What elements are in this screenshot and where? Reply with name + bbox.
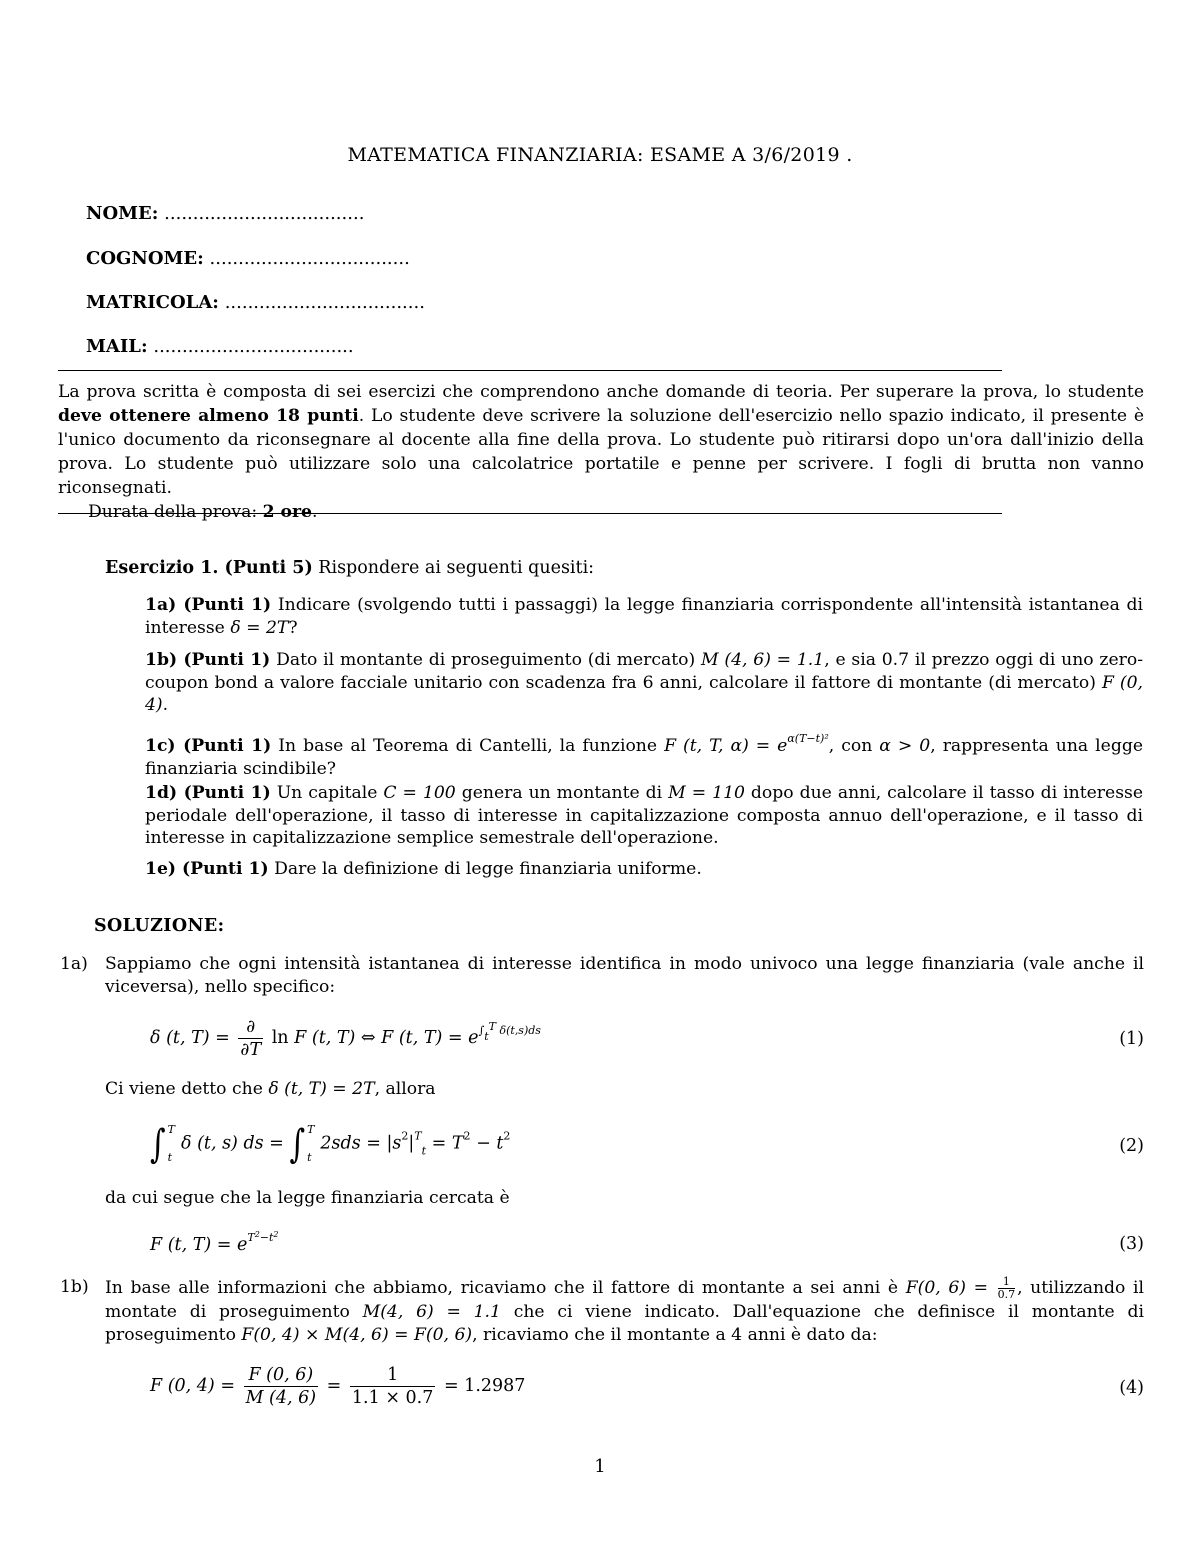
question-1b-end: .	[162, 695, 169, 715]
given-prefix: Ci viene detto che	[105, 1079, 269, 1099]
eq2-minus-t: − t	[470, 1133, 504, 1154]
field-mail-label: MAIL:	[86, 336, 148, 357]
question-1c-text2: , con	[828, 736, 880, 756]
eq3-exponent: T2−t2	[247, 1230, 279, 1244]
question-1a-text: Indicare (svolgendo tutti i passaggi) la legge finanziaria corrispondente all'intensità istantanea di interesse	[145, 595, 1143, 638]
solution-1a	[60, 953, 1144, 999]
instructions-text-rest: . Lo studente deve scrivere la soluzione dell'esercizio nello spazio indicato, il presente è l'unico documento da riconsegnare al docente alla fine della prova. Lo studente può ritirarsi dopo un'ora dall'inizio della prova. Lo studente può utilizzare solo una calcolatrice portatile e penne per scrivere. I fogli di brutta non vanno riconsegnati.	[58, 406, 1145, 498]
equation-3-number: (3)	[1119, 1234, 1144, 1254]
field-cognome-label: COGNOME:	[86, 248, 204, 269]
question-1a-math: δ = 2T	[230, 617, 289, 638]
solution-1a-label: 1a)	[60, 954, 88, 974]
eq2-integrand-2: 2sds = |s	[320, 1133, 402, 1154]
eq2-upper: T	[414, 1129, 422, 1143]
eq2-limits: T t	[167, 1123, 175, 1164]
solution-1b-math3: F(0, 4) × M(4, 6) = F(0, 6)	[241, 1325, 473, 1345]
solution-1b-label: 1b)	[60, 1277, 89, 1297]
field-mail	[86, 336, 354, 357]
eq1-f: F (t, T) ⇔ F (t, T) = e	[294, 1028, 479, 1048]
eq2-result-sq: 2	[463, 1129, 471, 1143]
field-nome-label: NOME:	[86, 203, 159, 224]
solution-1b-fraction	[998, 1276, 1016, 1301]
duration-paragraph	[58, 500, 1144, 524]
question-1d	[145, 782, 1143, 850]
duration-label: Durata della prova:	[88, 502, 263, 522]
equation-3	[150, 1230, 279, 1255]
duration-value: 2 ore	[262, 502, 312, 522]
eq2-limits-2: T t	[307, 1123, 315, 1164]
equation-4	[150, 1364, 525, 1409]
follows-line	[60, 1187, 1144, 1210]
field-cognome-dots: ...................................	[209, 248, 410, 269]
equation-2-number: (2)	[1119, 1136, 1144, 1156]
question-1b-math2: F (0, 4)	[145, 672, 1143, 715]
eq2-lower: t	[421, 1144, 427, 1158]
question-1c-text: In base al Teorema di Cantelli, la funzione	[271, 736, 665, 756]
question-1c-exponent: α(T−t)²	[787, 732, 829, 745]
question-1b-text2: , e sia 0.7 il prezzo oggi di uno zero-coupon bond a valore facciale unitario con scadenza fra 6 anni, calcolare il fattore di montante (di mercato)	[145, 650, 1144, 693]
question-1c-end: , rappresenta una legge finanziaria scindibile?	[145, 736, 1144, 779]
divider-bottom	[58, 513, 1002, 514]
instructions-paragraph	[58, 380, 1144, 500]
question-1b-text: Dato il montante di proseguimento (di mercato)	[270, 650, 701, 670]
eq1-derivative	[238, 1016, 263, 1061]
given-suffix: , allora	[374, 1079, 436, 1099]
field-nome-dots: ...................................	[164, 203, 365, 224]
question-1a-label: 1a) (Punti 1)	[145, 595, 272, 615]
question-1a	[145, 594, 1143, 639]
eq2-square: 2	[401, 1129, 409, 1143]
question-1d-text2: genera un montante di	[455, 783, 669, 803]
question-1c-label: 1c) (Punti 1)	[145, 736, 272, 756]
exam-title: MATEMATICA FINANZIARIA: ESAME A 3/6/2019 .	[347, 144, 853, 166]
solution-1b	[60, 1276, 1144, 1347]
eq2-integral-sign-2: ∫	[289, 1121, 306, 1167]
field-cognome	[86, 248, 410, 269]
eq4-den-1: M (4, 6)	[245, 1388, 317, 1408]
solution-heading: SOLUZIONE:	[94, 916, 225, 936]
given-line	[60, 1078, 1144, 1101]
question-1a-end: ?	[288, 617, 298, 638]
solution-1b-math1: F(0, 6) =	[905, 1278, 988, 1298]
question-1b-label: 1b) (Punti 1)	[145, 650, 271, 670]
solution-1b-frac-num: 1	[998, 1276, 1016, 1289]
given-math: δ (t, T) = 2T	[268, 1079, 375, 1099]
equation-2	[150, 1116, 510, 1172]
exercise-instruction: Rispondere ai seguenti quesiti:	[312, 558, 595, 578]
eq4-result: = 1.2987	[443, 1376, 526, 1396]
eq1-lhs: δ (t, T) =	[150, 1028, 230, 1048]
question-1d-end: dopo due anni, calcolare il tasso di interesse periodale dell'operazione, il tasso di interesse in capitalizzazione composta annuo dell'operazione, e il tasso di interesse in capitalizzazione semplice semestrale dell'operazione.	[145, 783, 1144, 848]
solution-1b-math2: M(4, 6) = 1.1	[362, 1302, 501, 1322]
eq4-fraction-2	[350, 1364, 435, 1409]
exercise-heading	[105, 558, 594, 578]
page-number: 1	[594, 1456, 606, 1477]
question-1b-math: M (4, 6) = 1.1	[701, 650, 825, 670]
divider-top	[58, 370, 1002, 371]
duration-end: .	[312, 502, 318, 522]
eq1-partial: ∂	[238, 1016, 263, 1039]
question-1e-label: 1e) (Punti 1)	[145, 859, 269, 879]
field-nome	[86, 203, 364, 224]
equation-4-number: (4)	[1119, 1378, 1144, 1398]
question-1d-text: Un capitale	[270, 783, 384, 803]
question-1d-math2: M = 110	[668, 783, 745, 803]
follows-text: da cui segue che la legge finanziaria cercata è	[105, 1188, 510, 1208]
instructions	[58, 380, 1144, 524]
equation-1	[150, 1016, 541, 1061]
eq2-result: = T	[431, 1133, 464, 1154]
eq2-integrand: δ (t, s) ds =	[180, 1133, 284, 1154]
eq1-ln: ln	[271, 1028, 289, 1048]
field-matricola-label: MATRICOLA:	[86, 292, 219, 313]
equation-1-number: (1)	[1119, 1029, 1144, 1049]
eq1-exponent: ∫tT δ(t,s)ds	[478, 1020, 541, 1043]
question-1b	[145, 649, 1143, 717]
eq4-fraction-1	[244, 1364, 319, 1409]
eq2-result-sq2: 2	[503, 1129, 511, 1143]
field-matricola	[86, 292, 425, 313]
instructions-min-score: deve ottenere almeno 18 punti	[58, 406, 359, 426]
solution-1b-b: , utilizzando il montate di proseguimento	[105, 1278, 1144, 1322]
instructions-text: La prova scritta è composta di sei esercizi che comprendono anche domande di teoria. Per superare la prova, lo studente	[58, 382, 1144, 402]
field-matricola-dots: ...................................	[224, 292, 425, 313]
question-1c	[145, 728, 1143, 780]
question-1c-math: F (t, T, α) = e	[664, 736, 788, 756]
eq2-bar: |	[408, 1133, 415, 1154]
solution-1b-d: , ricaviamo che il montante a 4 anni è dato da:	[472, 1325, 878, 1345]
eq4-num-1: F (0, 6)	[244, 1364, 319, 1387]
eq4-equals: =	[326, 1376, 342, 1396]
exercise-title: Esercizio 1. (Punti 5)	[105, 558, 313, 578]
eq3-lhs: F (t, T) = e	[150, 1235, 248, 1255]
eq4-num-2: 1	[350, 1364, 435, 1387]
eq2-integral-sign: ∫	[150, 1121, 166, 1167]
eq1-partial-t: ∂T	[240, 1040, 262, 1060]
question-1d-label: 1d) (Punti 1)	[145, 783, 271, 803]
solution-1b-c: che ci viene indicato. Dall'equazione che definisce il montante di proseguimento	[105, 1302, 1144, 1345]
solution-1b-text	[105, 1276, 1144, 1347]
question-1c-math2: α > 0	[879, 736, 931, 756]
solution-1a-text: Sappiamo che ogni intensità istantanea di interesse identifica in modo univoco una legge finanziaria (vale anche il viceversa), nello specifico:	[105, 954, 1144, 997]
field-mail-dots: ...................................	[153, 336, 354, 357]
question-1e	[145, 858, 1143, 881]
eq4-lhs: F (0, 4) =	[150, 1376, 235, 1396]
given-text	[105, 1078, 1144, 1101]
question-1e-text: Dare la definizione di legge finanziaria uniforme.	[268, 859, 702, 879]
question-1d-math: C = 100	[383, 783, 456, 803]
eq4-den-2: 1.1 × 0.7	[351, 1388, 434, 1408]
solution-1b-a: In base alle informazioni che abbiamo, ricaviamo che il fattore di montante a sei anni è	[105, 1278, 906, 1298]
solution-1b-frac-den: 0.7	[997, 1288, 1016, 1301]
